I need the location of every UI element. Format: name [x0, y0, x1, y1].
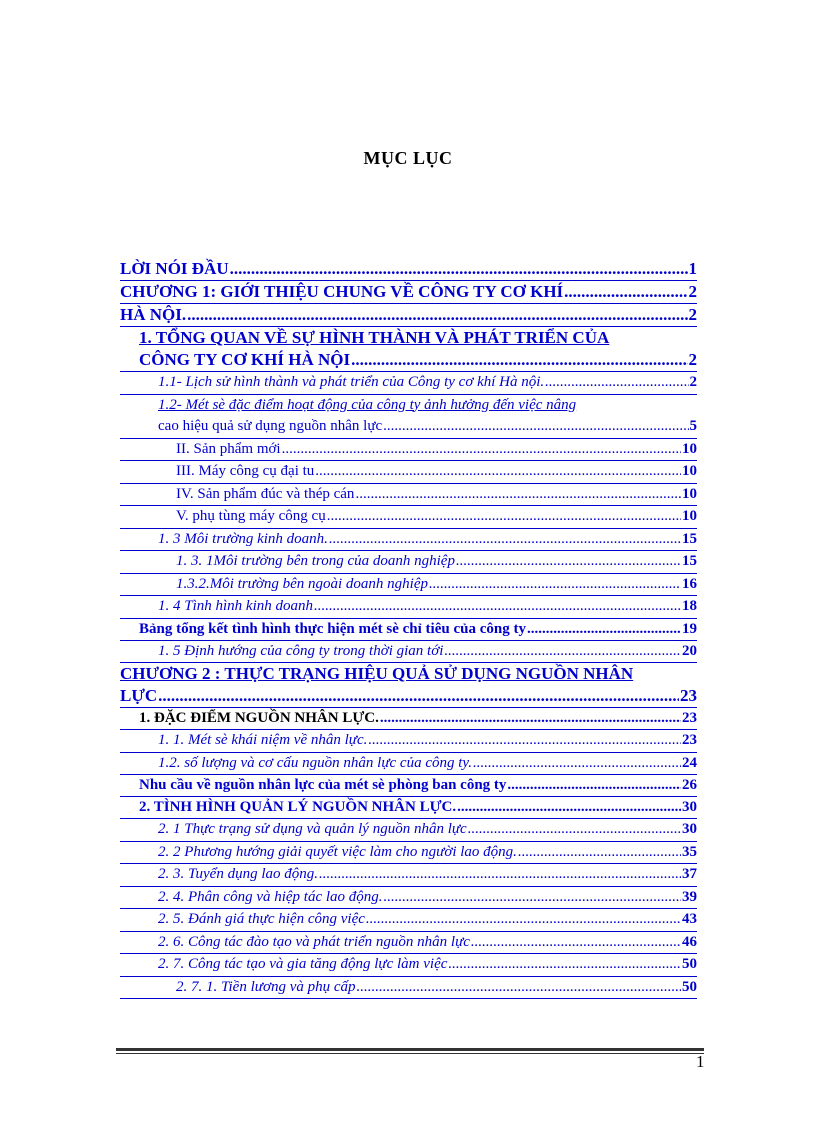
toc-entry-text: 1. TỔNG QUAN VỀ SỰ HÌNH THÀNH VÀ PHÁT TRIỂN CỦA [139, 328, 610, 347]
toc-entry[interactable] [120, 641, 697, 664]
toc-entry-page: 10 [682, 508, 697, 524]
page-title: MỤC LỤC [363, 148, 453, 168]
toc-entry-text: CHƯƠNG 2 : THỰC TRẠNG HIỆU QUẢ SỬ DỤNG NGUỒN NHÂN [120, 664, 634, 683]
footer-rule [116, 1048, 704, 1051]
toc-entry[interactable] [120, 977, 697, 1000]
toc-entry-text: 2. 2 Phương hướng giải quyết việc làm cho người lao động. [158, 843, 517, 860]
toc-entry-page: 16 [682, 575, 697, 592]
toc-entry-page: 10 [682, 485, 697, 502]
toc-entry[interactable] [120, 327, 697, 349]
toc-entry-text: 1. 1. Mét sè khái niệm về nhân lực. [158, 732, 368, 748]
toc-entry[interactable] [120, 281, 697, 304]
toc-entry[interactable] [120, 484, 697, 507]
toc-entry[interactable] [120, 730, 697, 753]
toc-entry-text: Nhu cầu về nguồn nhân lực của mét sè phòng ban công ty [139, 777, 507, 793]
toc-entry-text: IV. Sản phẩm đúc và thép cán [176, 485, 355, 502]
toc-entry[interactable] [120, 708, 697, 730]
toc-entry-text: Bảng tổng kết tình hình thực hiện mét sè chỉ tiêu của công ty [139, 620, 526, 637]
toc-entry-page: 23 [682, 710, 697, 726]
toc-entry-text: II. Sản phẩm mới [176, 440, 281, 457]
toc-entry-text: 2. 5. Đánh giá thực hiện công việc [158, 911, 365, 927]
toc-entry-text: cao hiệu quả sử dụng nguồn nhân lực [158, 418, 383, 434]
toc-entry[interactable] [120, 619, 697, 641]
toc-entry-page: 2 [688, 282, 697, 301]
toc-entry-page: 30 [682, 821, 697, 837]
toc-entry[interactable] [120, 954, 697, 977]
toc-entry-page: 46 [682, 933, 697, 950]
toc-entry-page: 43 [682, 911, 697, 927]
toc-entry-page: 10 [682, 463, 697, 479]
toc-entry[interactable] [120, 372, 697, 395]
toc-entry[interactable] [120, 551, 697, 574]
toc-entry-page: 50 [682, 956, 697, 972]
toc-entry[interactable] [120, 506, 697, 529]
toc-entry-page: 2 [688, 305, 697, 324]
toc-entry-page: 23 [680, 686, 697, 705]
toc-entry-text: 2. 4. Phân công và hiệp tác lao động. [158, 888, 383, 905]
toc-entry-text: 1. 3. 1Môi trường bên trong của doanh nghiệp [176, 553, 455, 569]
toc-entry-text: 1.3.2.Môi trường bên ngoài doanh nghiệp [176, 575, 429, 592]
toc-entry-page: 24 [682, 754, 697, 771]
toc-entry-text: 1.2. số lượng và cơ cấu nguồn nhân lực của công ty. [158, 754, 472, 771]
toc-entry[interactable] [120, 663, 697, 685]
toc-entry-text: 2. TÌNH HÌNH QUẢN LÝ NGUỒN NHÂN LỰC. [139, 799, 457, 815]
toc-entry-page: 30 [682, 799, 697, 815]
toc-entry-page: 1 [688, 259, 697, 278]
toc-entry-text: 1. 4 Tình hình kinh doanh [158, 598, 314, 614]
toc-entry-text: 2. 7. 1. Tiền lương và phụ cấp [176, 978, 356, 995]
toc-entry-text: 2. 7. Công tác tạo và gia tăng động lực làm việc [158, 956, 448, 972]
toc-entry-text: 1.1- Lịch sử hình thành và phát triển của Công ty cơ khí Hà nội. [158, 374, 545, 390]
toc-entry-text: HÀ NỘI. [120, 305, 187, 324]
toc-entry[interactable] [120, 909, 697, 932]
toc-entry[interactable] [120, 349, 697, 372]
toc-entry-page: 2 [689, 374, 697, 390]
toc-entry-page: 37 [682, 866, 697, 882]
toc-entry-page: 18 [682, 598, 697, 614]
toc-entry[interactable] [120, 304, 697, 327]
toc-entry-text: 2. 3. Tuyển dụng lao động. [158, 866, 318, 882]
toc-entry[interactable] [120, 842, 697, 865]
toc-entry-page: 50 [682, 978, 697, 995]
footer-rule-thin [116, 1053, 704, 1054]
toc-entry-page: 2 [688, 350, 697, 369]
toc-entry-text: CÔNG TY CƠ KHÍ HÀ NỘI [139, 350, 351, 369]
toc-entry[interactable] [120, 775, 697, 797]
toc-entry[interactable] [120, 529, 697, 552]
toc-entry-text: CHƯƠNG 1: GIỚI THIỆU CHUNG VỀ CÔNG TY CƠ KHÍ [120, 282, 564, 301]
toc-entry-text: III. Máy công cụ đại tu [176, 463, 315, 479]
toc-entry[interactable] [120, 887, 697, 910]
toc-entry-page: 26 [682, 777, 697, 793]
toc-entry[interactable] [120, 753, 697, 776]
toc-entry-text: 2. 6. Công tác đào tạo và phát triển nguồn nhân lực [158, 933, 470, 950]
toc-entry-page: 15 [682, 530, 697, 547]
toc-entry[interactable] [120, 596, 697, 619]
toc-entry-page: 23 [682, 732, 697, 748]
toc-entry[interactable] [120, 395, 697, 417]
toc-entry[interactable] [120, 416, 697, 439]
table-of-contents [120, 258, 697, 999]
toc-entry-page: 5 [689, 418, 697, 434]
toc-entry-page: 19 [682, 620, 697, 637]
toc-entry[interactable] [120, 932, 697, 955]
toc-entry[interactable] [120, 819, 697, 842]
toc-entry-text: 1. 5 Định hướng của công ty trong thời gian tới [158, 642, 444, 659]
toc-entry[interactable] [120, 461, 697, 484]
toc-entry-page: 39 [682, 888, 697, 905]
toc-entry[interactable] [120, 797, 697, 819]
toc-entry-page: 10 [682, 440, 697, 457]
toc-entry-page: 35 [682, 843, 697, 860]
toc-entry[interactable] [120, 574, 697, 597]
toc-entry[interactable] [120, 439, 697, 462]
toc-entry[interactable] [120, 864, 697, 887]
toc-entry[interactable] [120, 685, 697, 708]
toc-entry-text: LỰC [120, 686, 158, 705]
toc-entry-text: V. phụ tùng máy công cụ [176, 508, 326, 524]
toc-entry-text: 1. 3 Môi trường kinh doanh. [158, 530, 328, 547]
toc-entry-page: 20 [682, 642, 697, 659]
toc-entry-text: 2. 1 Thực trạng sử dụng và quản lý nguồn nhân lực [158, 821, 467, 837]
toc-entry-text: LỜI NÓI ĐẦU [120, 259, 229, 278]
toc-entry-text: 1.2- Mét sè đặc điểm hoạt động của công ty ảnh hưởng đến việc nâng [158, 396, 577, 413]
page-number: 1 [696, 1052, 705, 1071]
toc-entry[interactable] [120, 258, 697, 281]
toc-entry-text: 1. ĐẶC ĐIỂM NGUỒN NHÂN LỰC. [139, 710, 379, 726]
toc-entry-page: 15 [682, 553, 697, 569]
